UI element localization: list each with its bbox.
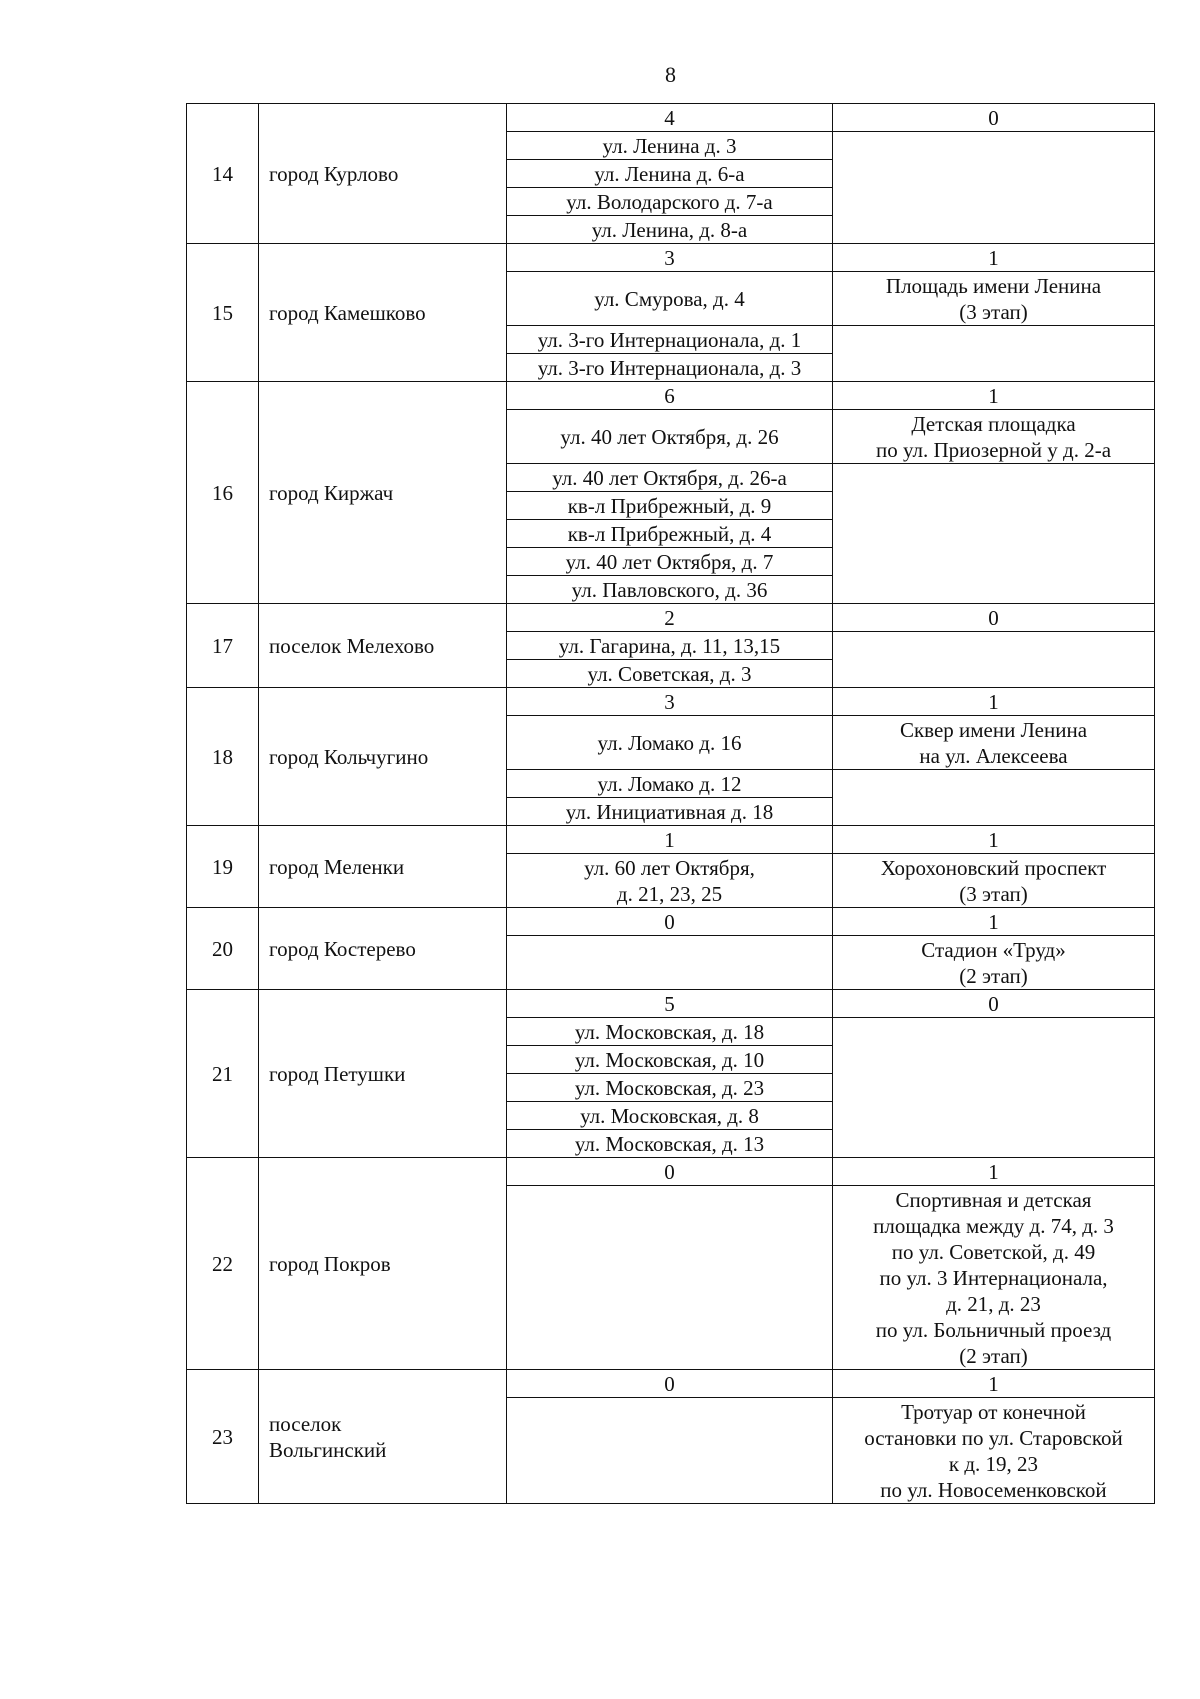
table-row — [187, 244, 1155, 272]
settlement-name: город Покров — [259, 1158, 507, 1370]
row-number: 16 — [187, 382, 259, 604]
public-space-cell: Сквер имени Ленина на ул. Алексеева — [833, 716, 1155, 770]
settlement-name: город Камешково — [259, 244, 507, 382]
address-count: 0 — [507, 1158, 833, 1186]
settlement-name: город Костерево — [259, 908, 507, 990]
empty-address-cell — [507, 1398, 833, 1504]
address-count: 4 — [507, 104, 833, 132]
address-cell: ул. Ломако д. 12 — [507, 770, 833, 798]
row-number: 22 — [187, 1158, 259, 1370]
address-cell: ул. Инициативная д. 18 — [507, 798, 833, 826]
table-row — [187, 604, 1155, 632]
table-row — [187, 826, 1155, 854]
public-space-count: 1 — [833, 1158, 1155, 1186]
address-count: 0 — [507, 908, 833, 936]
address-cell: ул. Смурова, д. 4 — [507, 272, 833, 326]
row-number: 23 — [187, 1370, 259, 1504]
address-cell: ул. Ленина д. 3 — [507, 132, 833, 160]
address-count: 0 — [507, 1370, 833, 1398]
address-count: 3 — [507, 244, 833, 272]
address-cell: ул. Ленина, д. 8-а — [507, 216, 833, 244]
table-row — [187, 1370, 1155, 1398]
empty-address-cell — [507, 936, 833, 990]
public-space-cell: Хорохоновский проспект (3 этап) — [833, 854, 1155, 908]
table-row — [187, 990, 1155, 1018]
public-space-count: 0 — [833, 990, 1155, 1018]
address-cell: ул. 3-го Интернационала, д. 3 — [507, 354, 833, 382]
settlement-name: город Петушки — [259, 990, 507, 1158]
settlement-name: город Курлово — [259, 104, 507, 244]
address-count: 2 — [507, 604, 833, 632]
public-space-cell: Стадион «Труд» (2 этап) — [833, 936, 1155, 990]
row-number: 21 — [187, 990, 259, 1158]
address-cell: ул. 40 лет Октября, д. 26 — [507, 410, 833, 464]
address-cell: ул. Павловского, д. 36 — [507, 576, 833, 604]
address-cell: ул. Гагарина, д. 11, 13,15 — [507, 632, 833, 660]
page-number: 8 — [665, 62, 676, 87]
public-space-cell: Детская площадка по ул. Приозерной у д. 2-а — [833, 410, 1155, 464]
row-number: 15 — [187, 244, 259, 382]
address-cell: ул. 40 лет Октября, д. 26-а — [507, 464, 833, 492]
empty-space-cell — [833, 632, 1155, 688]
public-space-cell: Площадь имени Ленина (3 этап) — [833, 272, 1155, 326]
public-space-count: 1 — [833, 244, 1155, 272]
empty-space-cell — [833, 464, 1155, 604]
public-space-count: 1 — [833, 1370, 1155, 1398]
empty-address-cell — [507, 1186, 833, 1370]
address-cell: ул. Московская, д. 10 — [507, 1046, 833, 1074]
empty-space-cell — [833, 326, 1155, 382]
address-cell: ул. 40 лет Октября, д. 7 — [507, 548, 833, 576]
row-number: 18 — [187, 688, 259, 826]
address-cell: кв-л Прибрежный, д. 9 — [507, 492, 833, 520]
settlement-name: поселок Вольгинский — [259, 1370, 507, 1504]
address-cell: ул. Володарского д. 7-а — [507, 188, 833, 216]
address-cell: ул. Московская, д. 23 — [507, 1074, 833, 1102]
row-number: 17 — [187, 604, 259, 688]
public-space-count: 0 — [833, 104, 1155, 132]
public-space-count: 1 — [833, 908, 1155, 936]
table-row — [187, 1158, 1155, 1186]
address-cell: ул. 60 лет Октября, д. 21, 23, 25 — [507, 854, 833, 908]
address-cell: ул. Советская, д. 3 — [507, 660, 833, 688]
empty-space-cell — [833, 770, 1155, 826]
public-space-count: 0 — [833, 604, 1155, 632]
address-cell: ул. Московская, д. 13 — [507, 1130, 833, 1158]
table-row — [187, 688, 1155, 716]
public-space-count: 1 — [833, 382, 1155, 410]
settlement-name: город Меленки — [259, 826, 507, 908]
public-space-cell: Спортивная и детская площадка между д. 74, д. 3 по ул. Советской, д. 49 по ул. 3 Интернационала, д. 21, д. 23 по ул. Больничный проезд (2 этап) — [833, 1186, 1155, 1370]
address-cell: кв-л Прибрежный, д. 4 — [507, 520, 833, 548]
address-count: 1 — [507, 826, 833, 854]
address-cell: ул. Ленина д. 6-а — [507, 160, 833, 188]
table-row — [187, 908, 1155, 936]
row-number: 14 — [187, 104, 259, 244]
public-space-count: 1 — [833, 688, 1155, 716]
settlement-name: город Киржач — [259, 382, 507, 604]
table-row — [187, 382, 1155, 410]
address-count: 5 — [507, 990, 833, 1018]
row-number: 19 — [187, 826, 259, 908]
public-space-count: 1 — [833, 826, 1155, 854]
settlement-name: поселок Мелехово — [259, 604, 507, 688]
empty-space-cell — [833, 1018, 1155, 1158]
address-cell: ул. Московская, д. 18 — [507, 1018, 833, 1046]
locations-table — [186, 103, 1155, 1504]
empty-space-cell — [833, 132, 1155, 244]
address-cell: ул. 3-го Интернационала, д. 1 — [507, 326, 833, 354]
row-number: 20 — [187, 908, 259, 990]
table-row — [187, 104, 1155, 132]
address-count: 6 — [507, 382, 833, 410]
address-count: 3 — [507, 688, 833, 716]
address-cell: ул. Московская, д. 8 — [507, 1102, 833, 1130]
public-space-cell: Тротуар от конечной остановки по ул. Старовской к д. 19, 23 по ул. Новосеменковской — [833, 1398, 1155, 1504]
settlement-name: город Кольчугино — [259, 688, 507, 826]
address-cell: ул. Ломако д. 16 — [507, 716, 833, 770]
